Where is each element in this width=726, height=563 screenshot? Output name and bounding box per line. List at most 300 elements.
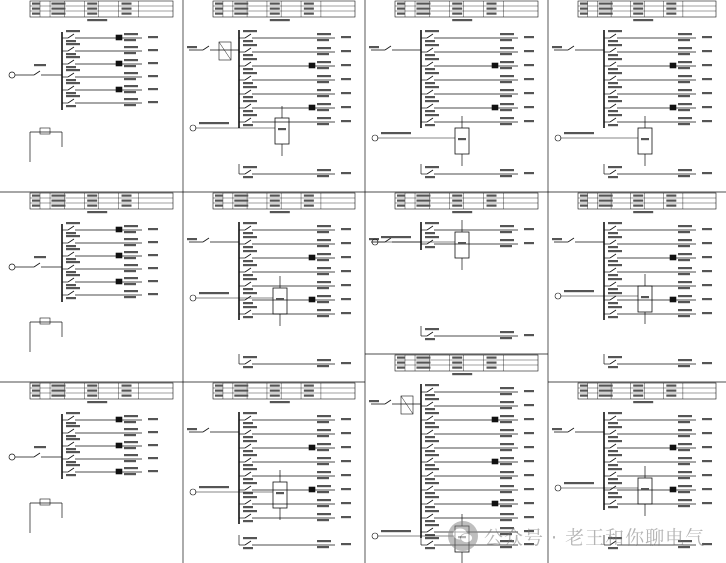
circuit-label xyxy=(500,239,514,241)
circuit-label xyxy=(317,67,329,69)
circuit-label xyxy=(317,253,331,255)
breaker-label xyxy=(243,86,257,88)
circuit-label xyxy=(124,46,138,48)
circuit-no xyxy=(341,543,351,545)
circuit-no xyxy=(148,49,158,51)
breaker-blade xyxy=(68,416,74,420)
circuit-label xyxy=(317,546,329,548)
breaker-label xyxy=(243,278,257,280)
breaker-label xyxy=(425,440,439,442)
breaker-label xyxy=(425,520,435,522)
breaker-blade xyxy=(245,500,251,504)
text-stub xyxy=(87,205,97,207)
breaker-label xyxy=(608,547,618,549)
text-stub xyxy=(580,195,588,197)
text-stub xyxy=(122,8,132,10)
circuit-no xyxy=(524,92,534,94)
circuit-label xyxy=(317,259,329,261)
circuit-label xyxy=(500,175,512,177)
text-stub xyxy=(599,385,613,387)
breaker-blade xyxy=(245,310,251,314)
circuit-label xyxy=(500,505,512,507)
circuit-label xyxy=(500,527,514,529)
text-stub xyxy=(51,200,65,202)
circuit-label xyxy=(317,443,331,445)
breaker-label xyxy=(66,245,76,247)
meter-box xyxy=(116,87,122,92)
breaker-label xyxy=(243,68,253,70)
breaker-label xyxy=(66,438,80,440)
circuit-label xyxy=(317,365,329,367)
control-box xyxy=(455,128,469,154)
text-stub xyxy=(633,200,643,202)
circuit-label xyxy=(124,39,136,41)
breaker-blade xyxy=(427,62,433,66)
breaker-blade xyxy=(610,104,616,108)
breaker-label xyxy=(243,166,257,168)
circuit-label xyxy=(124,290,138,292)
text-stub xyxy=(304,8,314,10)
circuit-label xyxy=(500,47,514,49)
text-stub xyxy=(215,3,223,5)
breaker-label xyxy=(608,232,618,234)
text-stub xyxy=(580,385,588,387)
breaker-label xyxy=(608,278,622,280)
text-stub xyxy=(304,200,314,202)
circuit-no xyxy=(702,242,712,244)
breaker-label xyxy=(425,166,439,168)
breaker-label xyxy=(243,264,257,266)
meter-box xyxy=(116,253,122,258)
breaker-label xyxy=(66,222,80,224)
main-breaker xyxy=(203,428,209,432)
breaker-label xyxy=(243,72,257,74)
breaker-label xyxy=(243,54,253,56)
circuit-no xyxy=(341,120,351,122)
breaker-label xyxy=(243,82,253,84)
text-stub xyxy=(122,205,132,207)
text-stub xyxy=(234,13,248,15)
circuit-label xyxy=(678,67,690,69)
circuit-label xyxy=(124,244,136,246)
breaker-label xyxy=(608,68,618,70)
text-stub xyxy=(397,13,405,15)
text-stub xyxy=(304,13,314,15)
text-stub xyxy=(51,385,65,387)
text-stub xyxy=(87,3,97,5)
circuit-label xyxy=(500,513,514,515)
meter-box xyxy=(492,105,498,110)
text-stub xyxy=(416,205,430,207)
main-breaker xyxy=(385,400,391,404)
incoming-label xyxy=(187,46,197,48)
circuit-label xyxy=(500,491,512,493)
breaker-label xyxy=(243,250,257,252)
text-stub xyxy=(666,8,676,10)
meter-box xyxy=(492,63,498,68)
breaker-label xyxy=(243,44,257,46)
circuit-label xyxy=(317,281,331,283)
circuit-label xyxy=(678,485,692,487)
text-stub xyxy=(87,13,97,15)
text-stub xyxy=(487,205,497,207)
circuit-no xyxy=(524,543,534,545)
signal-label xyxy=(564,482,594,484)
signal-label xyxy=(381,236,411,238)
circuit-label xyxy=(317,415,331,417)
circuit-no xyxy=(524,460,534,462)
breaker-label xyxy=(243,464,253,466)
circuit-no xyxy=(524,242,534,244)
circuit-label xyxy=(678,53,690,55)
text-stub xyxy=(304,385,314,387)
circuit-label xyxy=(500,477,512,479)
breaker-blade xyxy=(427,472,433,476)
circuit-no xyxy=(702,502,712,504)
circuit-no xyxy=(341,488,351,490)
text-stub xyxy=(87,8,97,10)
text-stub xyxy=(599,390,613,392)
text-stub xyxy=(416,362,430,364)
breaker-label xyxy=(243,537,257,539)
circuit-label xyxy=(317,315,329,317)
breaker-label xyxy=(243,520,253,522)
breaker-blade xyxy=(610,360,616,364)
breaker-label xyxy=(425,547,435,549)
circuit-no xyxy=(341,432,351,434)
text-stub xyxy=(122,200,132,202)
breaker-label xyxy=(425,72,439,74)
text-stub xyxy=(270,385,280,387)
breaker-label xyxy=(66,422,76,424)
circuit-no xyxy=(702,172,712,174)
circuit-label xyxy=(317,295,331,297)
breaker-blade xyxy=(68,34,74,38)
breaker-blade xyxy=(610,226,616,230)
breaker-label xyxy=(66,92,76,94)
circuit-no xyxy=(148,431,158,433)
breaker-blade xyxy=(610,62,616,66)
text-stub xyxy=(51,8,65,10)
meter-box xyxy=(670,487,676,492)
circuit-label xyxy=(678,175,690,177)
breaker-label xyxy=(608,506,618,508)
breaker-label xyxy=(425,454,439,456)
circuit-no xyxy=(341,284,351,286)
incoming-label xyxy=(187,428,197,430)
circuit-label xyxy=(500,169,514,171)
circuit-label xyxy=(317,109,329,111)
circuit-label xyxy=(500,61,514,63)
circuit-no xyxy=(524,474,534,476)
breaker-label xyxy=(425,464,435,466)
circuit-no xyxy=(524,530,534,532)
circuit-label xyxy=(678,477,690,479)
breaker-label xyxy=(608,124,618,126)
main-breaker xyxy=(568,46,574,50)
circuit-label xyxy=(124,264,138,266)
note-stub xyxy=(87,401,107,403)
control-box-label xyxy=(458,242,466,244)
breaker-label xyxy=(425,412,439,414)
breaker-label xyxy=(425,328,439,330)
text-stub xyxy=(487,3,497,5)
breaker-label xyxy=(243,40,253,42)
circuit-label xyxy=(124,270,136,272)
breaker-blade xyxy=(427,34,433,38)
circuit-label xyxy=(317,435,329,437)
circuit-label xyxy=(317,267,331,269)
circuit-no xyxy=(524,36,534,38)
text-stub xyxy=(397,367,405,369)
circuit-no xyxy=(524,418,534,420)
circuit-label xyxy=(678,33,692,35)
meter-box xyxy=(670,297,676,302)
circuit-label xyxy=(317,117,331,119)
breaker-label xyxy=(66,435,76,437)
circuit-label xyxy=(500,75,514,77)
breaker-label xyxy=(66,30,80,32)
circuit-label xyxy=(124,85,138,87)
breaker-label xyxy=(243,547,253,549)
circuit-label xyxy=(678,365,690,367)
text-stub xyxy=(122,3,132,5)
breaker-label xyxy=(243,222,257,224)
transformer-diag xyxy=(401,396,413,414)
circuit-label xyxy=(124,91,136,93)
circuit-label xyxy=(678,95,690,97)
circuit-no xyxy=(702,78,712,80)
breaker-blade xyxy=(68,291,74,295)
meter-box xyxy=(492,459,498,464)
text-stub xyxy=(452,3,462,5)
breaker-label xyxy=(243,306,257,308)
text-stub xyxy=(87,195,97,197)
meter-box xyxy=(116,35,122,40)
control-box-label xyxy=(458,536,466,538)
breaker-blade xyxy=(610,170,616,174)
circuit-no xyxy=(702,312,712,314)
control-box-label xyxy=(641,488,649,490)
breaker-label xyxy=(608,250,622,252)
circuit-no xyxy=(524,390,534,392)
breaker-label xyxy=(608,292,622,294)
text-stub xyxy=(304,205,314,207)
circuit-label xyxy=(678,443,692,445)
circuit-no xyxy=(702,256,712,258)
text-stub xyxy=(666,385,676,387)
meter-box xyxy=(492,501,498,506)
circuit-label xyxy=(317,449,329,451)
circuit-label xyxy=(678,75,692,77)
breaker-blade xyxy=(610,500,616,504)
circuit-no xyxy=(148,254,158,256)
circuit-label xyxy=(678,540,692,542)
circuit-label xyxy=(124,296,136,298)
circuit-label xyxy=(500,519,512,521)
main-breaker xyxy=(34,71,40,75)
signal-label xyxy=(564,132,594,134)
incoming-terminal xyxy=(9,72,15,78)
breaker-label xyxy=(608,496,622,498)
text-stub xyxy=(215,390,223,392)
text-stub xyxy=(270,13,280,15)
breaker-label xyxy=(66,235,80,237)
breaker-blade xyxy=(427,48,433,52)
breaker-label xyxy=(608,44,622,46)
note-stub xyxy=(633,211,653,213)
main-breaker-label xyxy=(34,446,46,448)
circuit-label xyxy=(124,421,136,423)
text-stub xyxy=(633,390,643,392)
text-stub xyxy=(487,357,497,359)
incoming-terminal xyxy=(9,454,15,460)
circuit-label xyxy=(317,359,331,361)
breaker-label xyxy=(66,69,80,71)
breaker-blade xyxy=(610,430,616,434)
text-stub xyxy=(416,367,430,369)
breaker-label xyxy=(425,222,439,224)
breaker-label xyxy=(66,448,76,450)
text-stub xyxy=(452,200,462,202)
text-stub xyxy=(122,385,132,387)
text-stub xyxy=(270,205,280,207)
circuit-no xyxy=(524,120,534,122)
breaker-label xyxy=(66,451,80,453)
breaker-label xyxy=(425,44,439,46)
circuit-label xyxy=(500,123,512,125)
breaker-label xyxy=(243,302,253,304)
breaker-label xyxy=(243,114,257,116)
breaker-blade xyxy=(610,254,616,258)
breaker-label xyxy=(608,110,618,112)
circuit-label xyxy=(500,435,512,437)
circuit-label xyxy=(317,513,331,515)
circuit-no xyxy=(524,172,534,174)
circuit-no xyxy=(702,50,712,52)
text-stub xyxy=(397,362,405,364)
circuit-no xyxy=(702,418,712,420)
meter-box xyxy=(309,445,315,450)
breaker-blade xyxy=(427,430,433,434)
circuit-label xyxy=(317,421,329,423)
breaker-label xyxy=(608,356,622,358)
breaker-label xyxy=(243,440,257,442)
circuit-label xyxy=(678,309,692,311)
circuit-no xyxy=(341,172,351,174)
circuit-no xyxy=(702,460,712,462)
incoming-label xyxy=(552,428,562,430)
incoming-label xyxy=(552,238,562,240)
breaker-label xyxy=(608,422,618,424)
circuit-no xyxy=(702,432,712,434)
text-stub xyxy=(32,195,40,197)
breaker-blade xyxy=(427,388,433,392)
breaker-label xyxy=(608,54,618,56)
circuit-label xyxy=(500,117,514,119)
text-stub xyxy=(416,8,430,10)
breaker-label xyxy=(425,30,439,32)
breaker-label xyxy=(243,260,253,262)
circuit-no xyxy=(148,457,158,459)
circuit-label xyxy=(124,65,136,67)
circuit-label xyxy=(500,540,514,542)
circuit-label xyxy=(124,447,136,449)
breaker-label xyxy=(243,510,257,512)
circuit-label xyxy=(500,387,514,389)
control-box-label xyxy=(641,296,649,298)
signal-label xyxy=(381,530,411,532)
breaker-label xyxy=(608,82,618,84)
circuit-label xyxy=(500,225,514,227)
breaker-blade xyxy=(610,444,616,448)
breaker-blade xyxy=(427,541,433,545)
watermark-text: 公众号 · 老王和你聊电气 xyxy=(484,526,706,549)
breaker-blade xyxy=(68,86,74,90)
breaker-label xyxy=(66,258,76,260)
breaker-label xyxy=(608,96,618,98)
breaker-label xyxy=(608,86,622,88)
note-stub xyxy=(87,19,107,21)
breaker-label xyxy=(425,510,439,512)
circuit-no xyxy=(524,516,534,518)
breaker-label xyxy=(243,246,253,248)
breaker-label xyxy=(608,288,618,290)
note-stub xyxy=(270,19,290,21)
circuit-no xyxy=(524,488,534,490)
breaker-label xyxy=(243,478,253,480)
circuit-no xyxy=(524,106,534,108)
text-stub xyxy=(633,205,643,207)
breaker-blade xyxy=(610,416,616,420)
circuit-label xyxy=(317,273,329,275)
breaker-label xyxy=(243,316,253,318)
breaker-blade xyxy=(245,416,251,420)
control-box-label xyxy=(276,298,284,300)
signal-label xyxy=(199,122,229,124)
breaker-label xyxy=(243,124,253,126)
breaker-label xyxy=(66,425,80,427)
text-stub xyxy=(452,367,462,369)
circuit-label xyxy=(678,429,692,431)
breaker-blade xyxy=(427,402,433,406)
text-stub xyxy=(599,205,613,207)
circuit-label xyxy=(124,257,136,259)
meter-box xyxy=(670,105,676,110)
meter-box xyxy=(492,417,498,422)
breaker-label xyxy=(425,58,439,60)
circuit-label xyxy=(500,415,514,417)
text-stub xyxy=(580,390,588,392)
incoming-label xyxy=(369,46,379,48)
circuit-label xyxy=(678,89,692,91)
breaker-label xyxy=(66,271,76,273)
note-stub xyxy=(452,19,472,21)
breaker-blade xyxy=(610,541,616,545)
breaker-label xyxy=(608,440,622,442)
breaker-label xyxy=(425,496,439,498)
text-stub xyxy=(51,195,65,197)
breaker-blade xyxy=(427,90,433,94)
text-stub xyxy=(633,13,643,15)
text-stub xyxy=(487,362,497,364)
breaker-label xyxy=(425,408,435,410)
text-stub xyxy=(487,8,497,10)
breaker-blade xyxy=(68,47,74,51)
breaker-label xyxy=(425,394,435,396)
breaker-blade xyxy=(245,226,251,230)
breaker-label xyxy=(425,482,439,484)
